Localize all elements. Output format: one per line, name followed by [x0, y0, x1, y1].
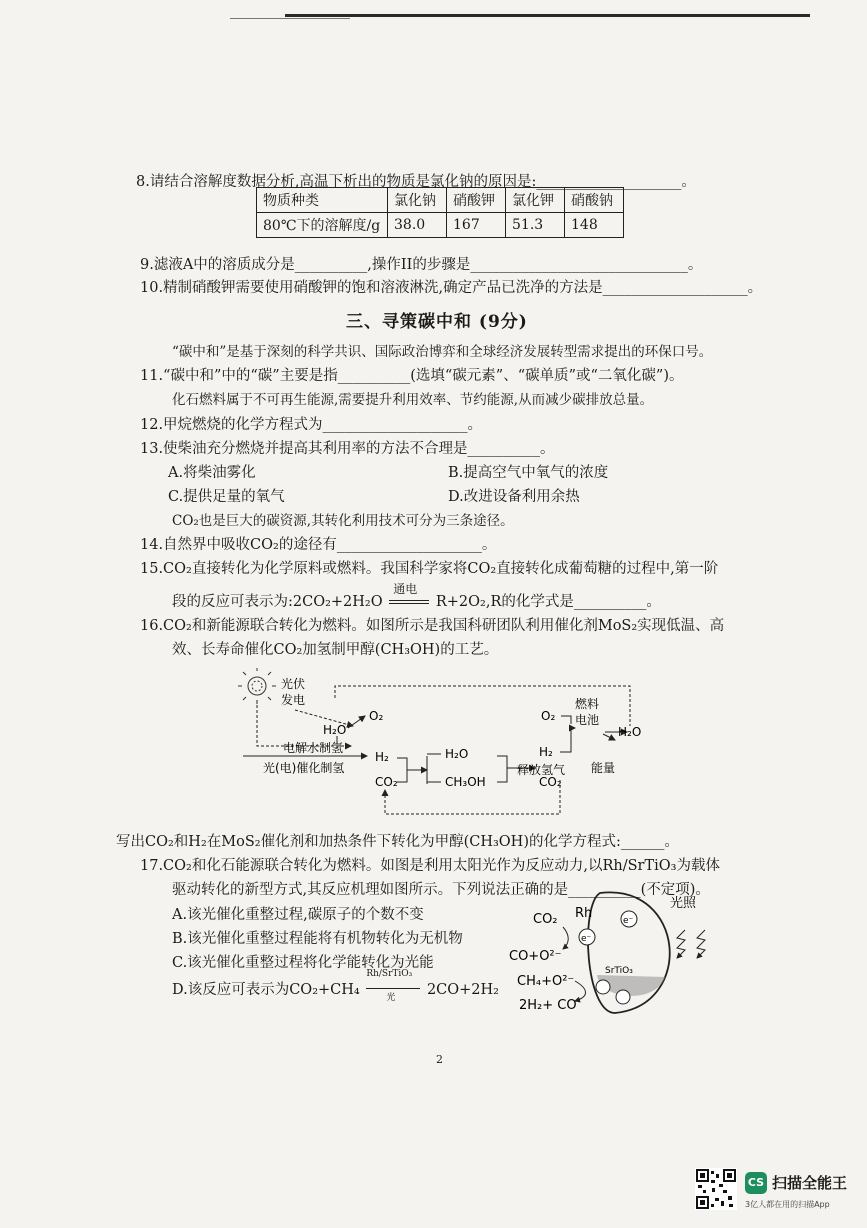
diagram-label: 发电 [281, 693, 306, 707]
q17-text-line1: 17.CO₂和化石能源联合转化为燃料。如图是利用太阳光作为反应动力,以Rh/SrTiO₃为载体 [140, 858, 720, 874]
sun-icon [238, 668, 276, 704]
diagram-label: 电池 [575, 713, 600, 727]
q9-text: 9.滤液A中的溶质成分是__________,操作II的步骤是______________________________。 [140, 257, 703, 273]
diagram-label: H₂O [445, 747, 469, 761]
diagram-label: H₂ [375, 750, 389, 764]
figure-label: e⁻ [623, 916, 634, 926]
q13-option-a: A.将柴油雾化 [168, 465, 256, 481]
qr-code-icon [695, 1168, 737, 1210]
diagram-label: H₂O [323, 723, 347, 737]
figure-label: CO₂ [533, 912, 558, 927]
diagram-label: CO₂ [539, 775, 562, 789]
diagram-label: 电解水制氢 [283, 741, 344, 755]
q17-option-d: D.该反应可表示为CO₂+CH₄ Rh/SrTiO₃ 光 2CO+2H₂ [172, 969, 499, 1003]
q15-text-line2: 段的反应可表示为:2CO₂+2H₂O 通电 R+2O₂,R的化学式是__________。 [172, 582, 661, 610]
diagram-label: 释放氢气 [517, 763, 566, 777]
figure-label: CO+O²⁻ [509, 949, 562, 964]
q17-mechanism-figure [505, 885, 735, 1020]
diagram-arrow [397, 758, 427, 782]
q16-text-line1: 16.CO₂和新能源联合转化为燃料。如图所示是我国科研团队利用催化剂MoS₂实现低温、高 [140, 618, 725, 634]
figure-label: 光照 [670, 896, 697, 911]
q16-text-line2: 效、长寿命催化CO₂加氢制甲醇(CH₃OH)的工艺。 [172, 642, 499, 658]
diagram-arrow [348, 716, 365, 728]
reaction-condition: 光 [386, 993, 396, 1003]
figure-label: SrTiO₃ [605, 966, 633, 976]
table-cell: 物质种类 [257, 188, 388, 213]
figure-label: CH₄+O²⁻ [517, 974, 575, 989]
figure-label: 2H₂+ CO [519, 998, 577, 1013]
table-cell: 硝酸钠 [565, 188, 624, 213]
q17-option-c: C.该光催化重整过程将化学能转化为光能 [172, 955, 434, 971]
diagram-arrow [560, 728, 575, 752]
diagram-label: CH₃OH [445, 775, 486, 789]
reaction-arrow [387, 582, 431, 610]
table-cell: 氯化钠 [388, 188, 447, 213]
q11-note: 化石燃料属于不可再生能源,需要提升利用效率、节约能源,从而减少碳排放总量。 [172, 392, 654, 408]
q10-text: 10.精制硝酸钾需要使用硝酸钾的饱和溶液淋洗,确定产品已洗净的方法是____________________。 [140, 280, 763, 296]
diagram-label: 光(电)催化制氢 [263, 761, 345, 775]
q13-option-d: D.改进设备利用余热 [448, 489, 580, 505]
q14-text: 14.自然界中吸收CO₂的途径有____________________。 [140, 537, 497, 553]
q17-text-line2: 驱动转化的新型方式,其反应机理如图所示。下列说法正确的是__________(不定项)。 [172, 882, 710, 898]
q17-option-a: A.该光催化重整过程,碳原子的个数不变 [172, 907, 424, 923]
scanner-logo-icon: CS [745, 1172, 767, 1194]
q13-option-b: B.提高空气中氧气的浓度 [448, 465, 609, 481]
table-cell: 167 [447, 213, 506, 238]
page-number: 2 [436, 1053, 443, 1066]
scanner-tagline: 3亿人都在用的扫描App [745, 1200, 830, 1209]
q8-blank: ____________________ [536, 174, 682, 190]
q17-option-b: B.该光催化重整过程能将有机物转化为无机物 [172, 931, 463, 947]
diagram-label: 光伏 [281, 677, 306, 691]
q15-text-line1: 15.CO₂直接转化为化学原料或燃料。我国科学家将CO₂直接转化成葡萄糖的过程中,第一阶 [140, 561, 719, 577]
reaction-arrow [364, 969, 422, 1003]
diagram-arrow [427, 754, 441, 782]
hole-icon [596, 980, 610, 994]
hole-icon [616, 990, 630, 1004]
scanner-app-name: 扫描全能王 [772, 1174, 848, 1192]
q13-option-c: C.提供足量的氧气 [168, 489, 285, 505]
reaction-condition: Rh/SrTiO₃ [366, 969, 413, 979]
table-header-row [257, 188, 624, 213]
table-cell: 148 [565, 213, 624, 238]
reaction-condition: 通电 [393, 582, 418, 596]
light-ray-icon [697, 930, 705, 958]
section-intro: “碳中和”是基于深刻的科学共识、国际政治博弈和全球经济发展转型需求提出的环保口号。 [172, 344, 713, 360]
q16-process-diagram [235, 668, 655, 818]
solubility-table [256, 187, 624, 238]
table-row [257, 213, 624, 238]
diagram-arrow [603, 734, 615, 740]
diagram-label: O₂ [541, 709, 556, 723]
table-cell: 80℃下的溶解度/g [257, 213, 388, 238]
section-title: 三、寻策碳中和 (9分) [346, 312, 528, 332]
top-rule-thin [230, 18, 350, 19]
figure-arrow [563, 927, 568, 949]
diagram-label: H₂ [539, 745, 553, 759]
table-cell: 51.3 [506, 213, 565, 238]
co2-note: CO₂也是巨大的碳资源,其转化利用技术可分为三条途径。 [172, 513, 514, 529]
q8-text: 8.请结合溶解度数据分析,高温下析出的物质是氯化钠的原因是:____________________。 [136, 174, 696, 190]
table-cell: 38.0 [388, 213, 447, 238]
q12-text: 12.甲烷燃烧的化学方程式为____________________。 [140, 417, 483, 433]
diagram-arrow [561, 716, 571, 724]
diagram-label: 燃料 [575, 697, 600, 711]
q11-text: 11.“碳中和”中的“碳”主要是指__________(选填“碳元素”、“碳单质”或“二氧化碳”)。 [140, 368, 684, 384]
figure-label: Rh [575, 906, 593, 921]
diagram-label: H₂O [618, 725, 642, 739]
top-rule [285, 14, 810, 17]
figure-label: e⁻ [581, 934, 592, 944]
diagram-label: O₂ [369, 709, 384, 723]
diagram-label: CO₂ [375, 775, 398, 789]
table-cell: 氯化钾 [506, 188, 565, 213]
table-cell: 硝酸钾 [447, 188, 506, 213]
diagram-label: 能量 [591, 761, 616, 775]
light-ray-icon [677, 930, 685, 958]
q13-text: 13.使柴油充分燃烧并提高其利用率的方法不合理是__________。 [140, 441, 555, 457]
q16-question: 写出CO₂和H₂在MoS₂催化剂和加热条件下转化为甲醇(CH₃OH)的化学方程式:______。 [116, 834, 679, 850]
